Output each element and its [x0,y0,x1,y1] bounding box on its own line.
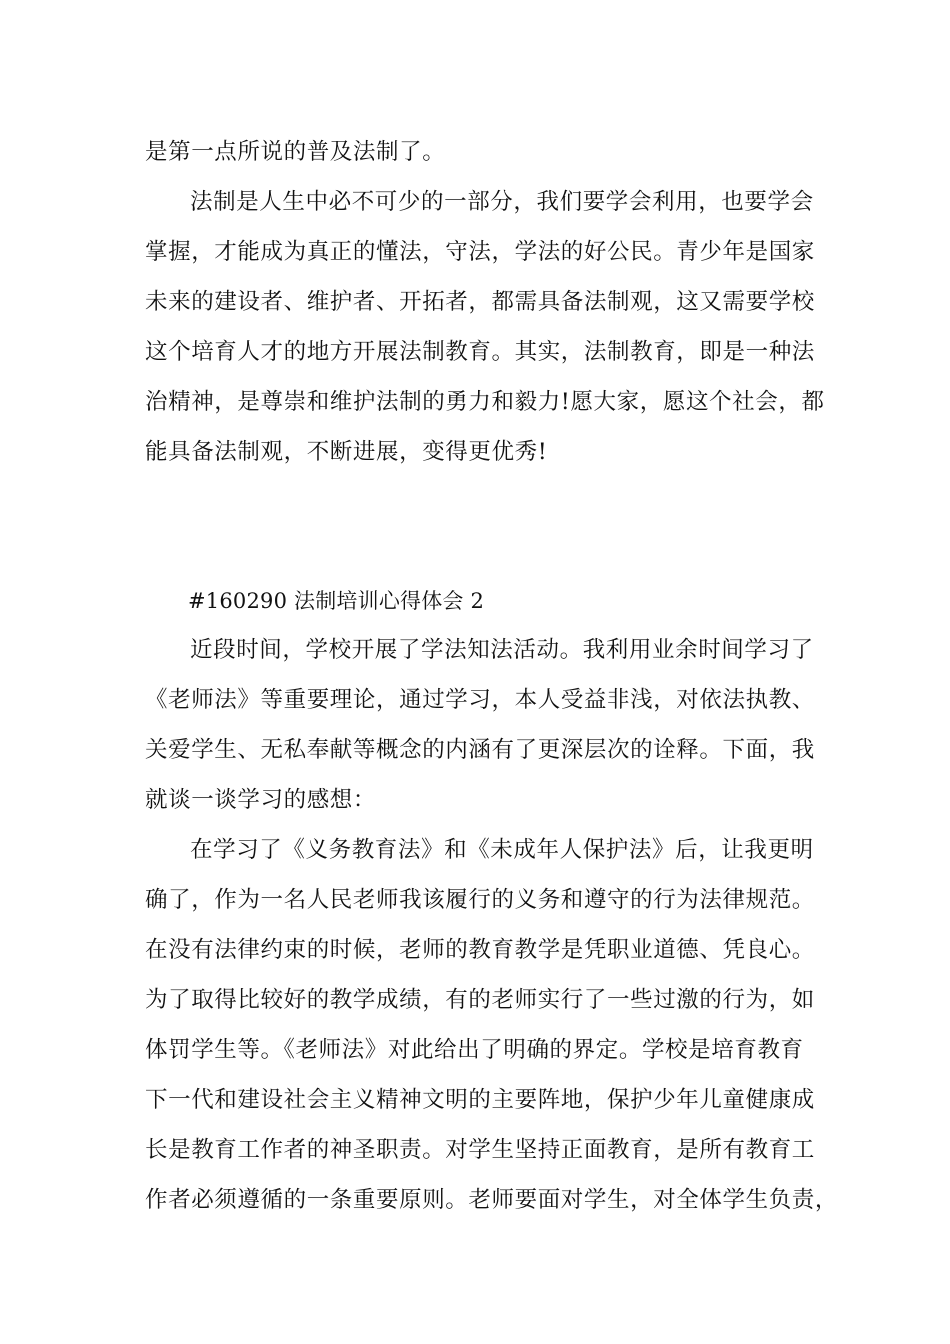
text-line: 在没有法律约束的时候，老师的教育教学是凭职业道德、凭良心。 [145,937,815,963]
text-line: 确了，作为一名人民老师我该履行的义务和遵守的行为法律规范。 [145,887,815,913]
text-line: 掌握，才能成为真正的懂法，守法，学法的好公民。青少年是国家 [145,239,815,265]
text-line: 体罚学生等。《老师法》对此给出了明确的界定。学校是培育教育 [145,1037,804,1063]
text-line: 长是教育工作者的神圣职责。对学生坚持正面教育，是所有教育工 [145,1137,815,1163]
text-line: 是第一点所说的普及法制了。 [145,139,446,165]
text-line: 下一代和建设社会主义精神文明的主要阵地，保护少年儿童健康成 [145,1087,815,1113]
text-line: 关爱学生、无私奉献等概念的内涵有了更深层次的诠释。下面，我 [145,737,815,763]
section-heading: #160290 法制培训心得体会 2 [188,589,485,613]
text-line: 为了取得比较好的教学成绩，有的老师实行了一些过激的行为，如 [145,987,815,1013]
text-line: 在学习了《义务教育法》和《未成年人保护法》后，让我更明 [190,837,814,863]
text-line: 作者必须遵循的一条重要原则。老师要面对学生，对全体学生负责， [145,1187,839,1213]
text-line: 《老师法》等重要理论，通过学习，本人受益非浅，对依法执教、 [145,687,815,713]
text-line: 治精神，是尊崇和维护法制的勇力和毅力!愿大家，愿这个社会，都 [145,389,825,415]
text-line: 这个培育人才的地方开展法制教育。其实，法制教育，即是一种法 [145,339,815,365]
text-line: 近段时间，学校开展了学法知法活动。我利用业余时间学习了 [190,637,814,663]
text-line: 未来的建设者、维护者、开拓者，都需具备法制观，这又需要学校 [145,289,815,315]
text-line: 法制是人生中必不可少的一部分，我们要学会利用，也要学会 [190,189,814,215]
text-line: 就谈一谈学习的感想： [145,787,377,813]
text-line: 能具备法制观，不断进展，变得更优秀! [145,439,548,465]
